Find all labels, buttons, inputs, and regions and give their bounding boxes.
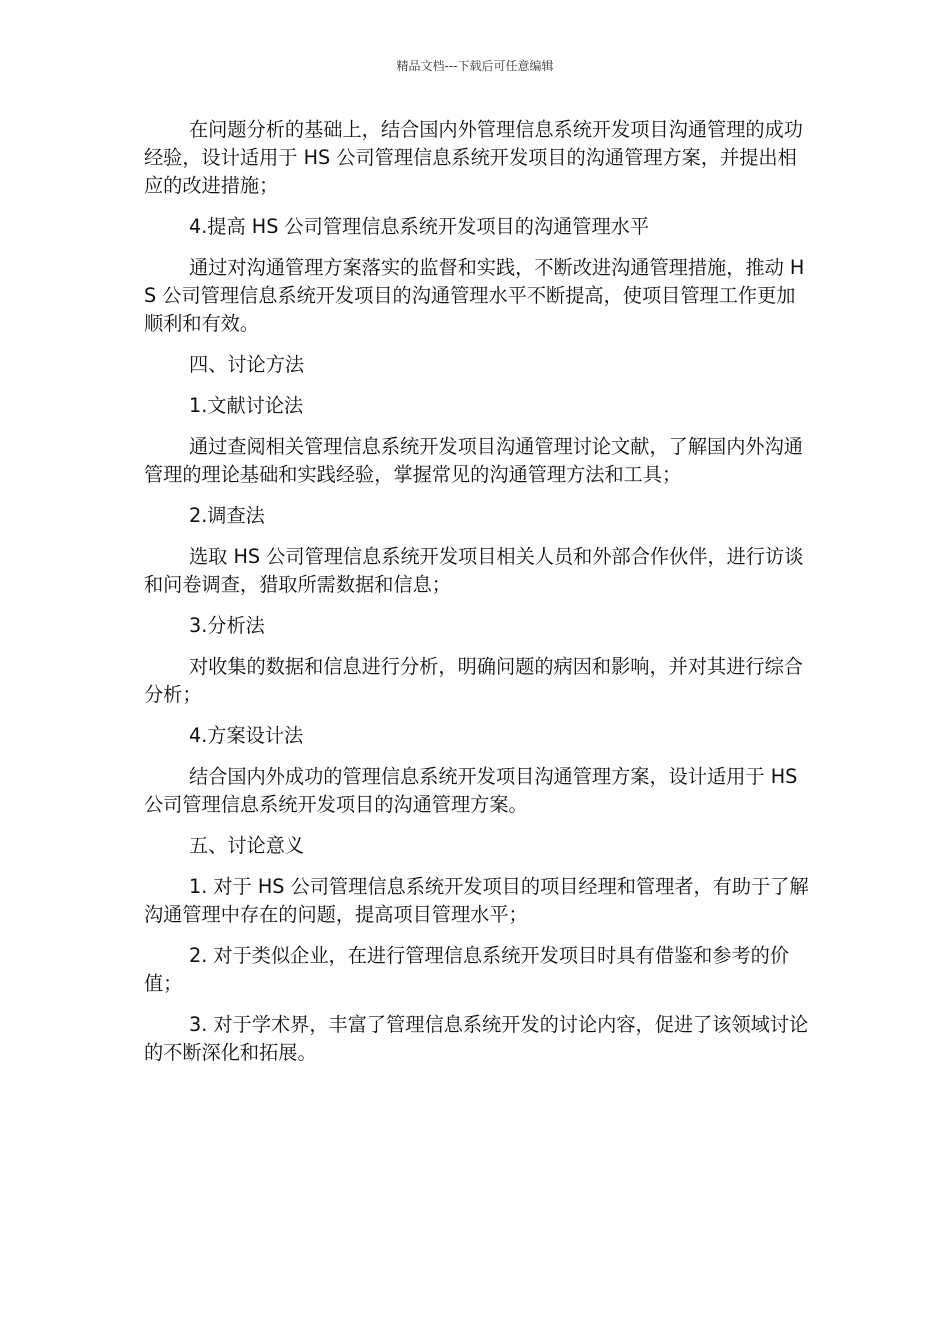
paragraph-significance-3: 3. 对于学术界，丰富了管理信息系统开发的讨论内容，促进了该领域讨论的不断深化和拓展。	[144, 1013, 809, 1064]
paragraph-method-2: 选取 HS 公司管理信息系统开发项目相关人员和外部合作伙伴，进行访谈和问卷调查，猎取所需数据和信息；	[144, 545, 804, 596]
paragraph-significance-1: 1. 对于 HS 公司管理信息系统开发项目的项目经理和管理者，有助于了解沟通管理中存在的问题，提高项目管理水平；	[144, 875, 809, 926]
paragraph-method-3: 对收集的数据和信息进行分析，明确问题的病因和影响，并对其进行综合分析；	[144, 655, 803, 706]
paragraph-improve: 通过对沟通管理方案落实的监督和实践，不断改进沟通管理措施，推动 HS 公司管理信息系统开发项目的沟通管理水平不断提高，使项目管理工作更加顺利和有效。	[144, 256, 805, 335]
heading-method-2: 2.调查法	[189, 504, 265, 527]
paragraph-significance-2: 2. 对于类似企业，在进行管理信息系统开发项目时具有借鉴和参考的价值；	[144, 944, 790, 995]
heading-method-4: 4.方案设计法	[189, 724, 304, 747]
heading-objective-4: 4.提高 HS 公司管理信息系统开发项目的沟通管理水平	[189, 215, 650, 238]
page-header: 精品文档---下载后可任意编辑	[396, 59, 554, 73]
paragraph-design-plan: 在问题分析的基础上，结合国内外管理信息系统开发项目沟通管理的成功经验，设计适用于 HS 公司管理信息系统开发项目的沟通管理方案，并提出相应的改进措施；	[144, 118, 803, 197]
paragraph-method-4: 结合国内外成功的管理信息系统开发项目沟通管理方案，设计适用于 HS 公司管理信息系统开发项目的沟通管理方案。	[144, 765, 798, 816]
paragraph-method-1: 通过查阅相关管理信息系统开发项目沟通管理讨论文献，了解国内外沟通管理的理论基础和实践经验，掌握常见的沟通管理方法和工具；	[144, 435, 803, 486]
document-body	[144, 116, 814, 1080]
heading-method-1: 1.文献讨论法	[189, 394, 304, 417]
section-heading-methods: 四、讨论方法	[189, 353, 305, 376]
section-heading-significance: 五、讨论意义	[189, 834, 305, 857]
heading-method-3: 3.分析法	[189, 614, 265, 637]
